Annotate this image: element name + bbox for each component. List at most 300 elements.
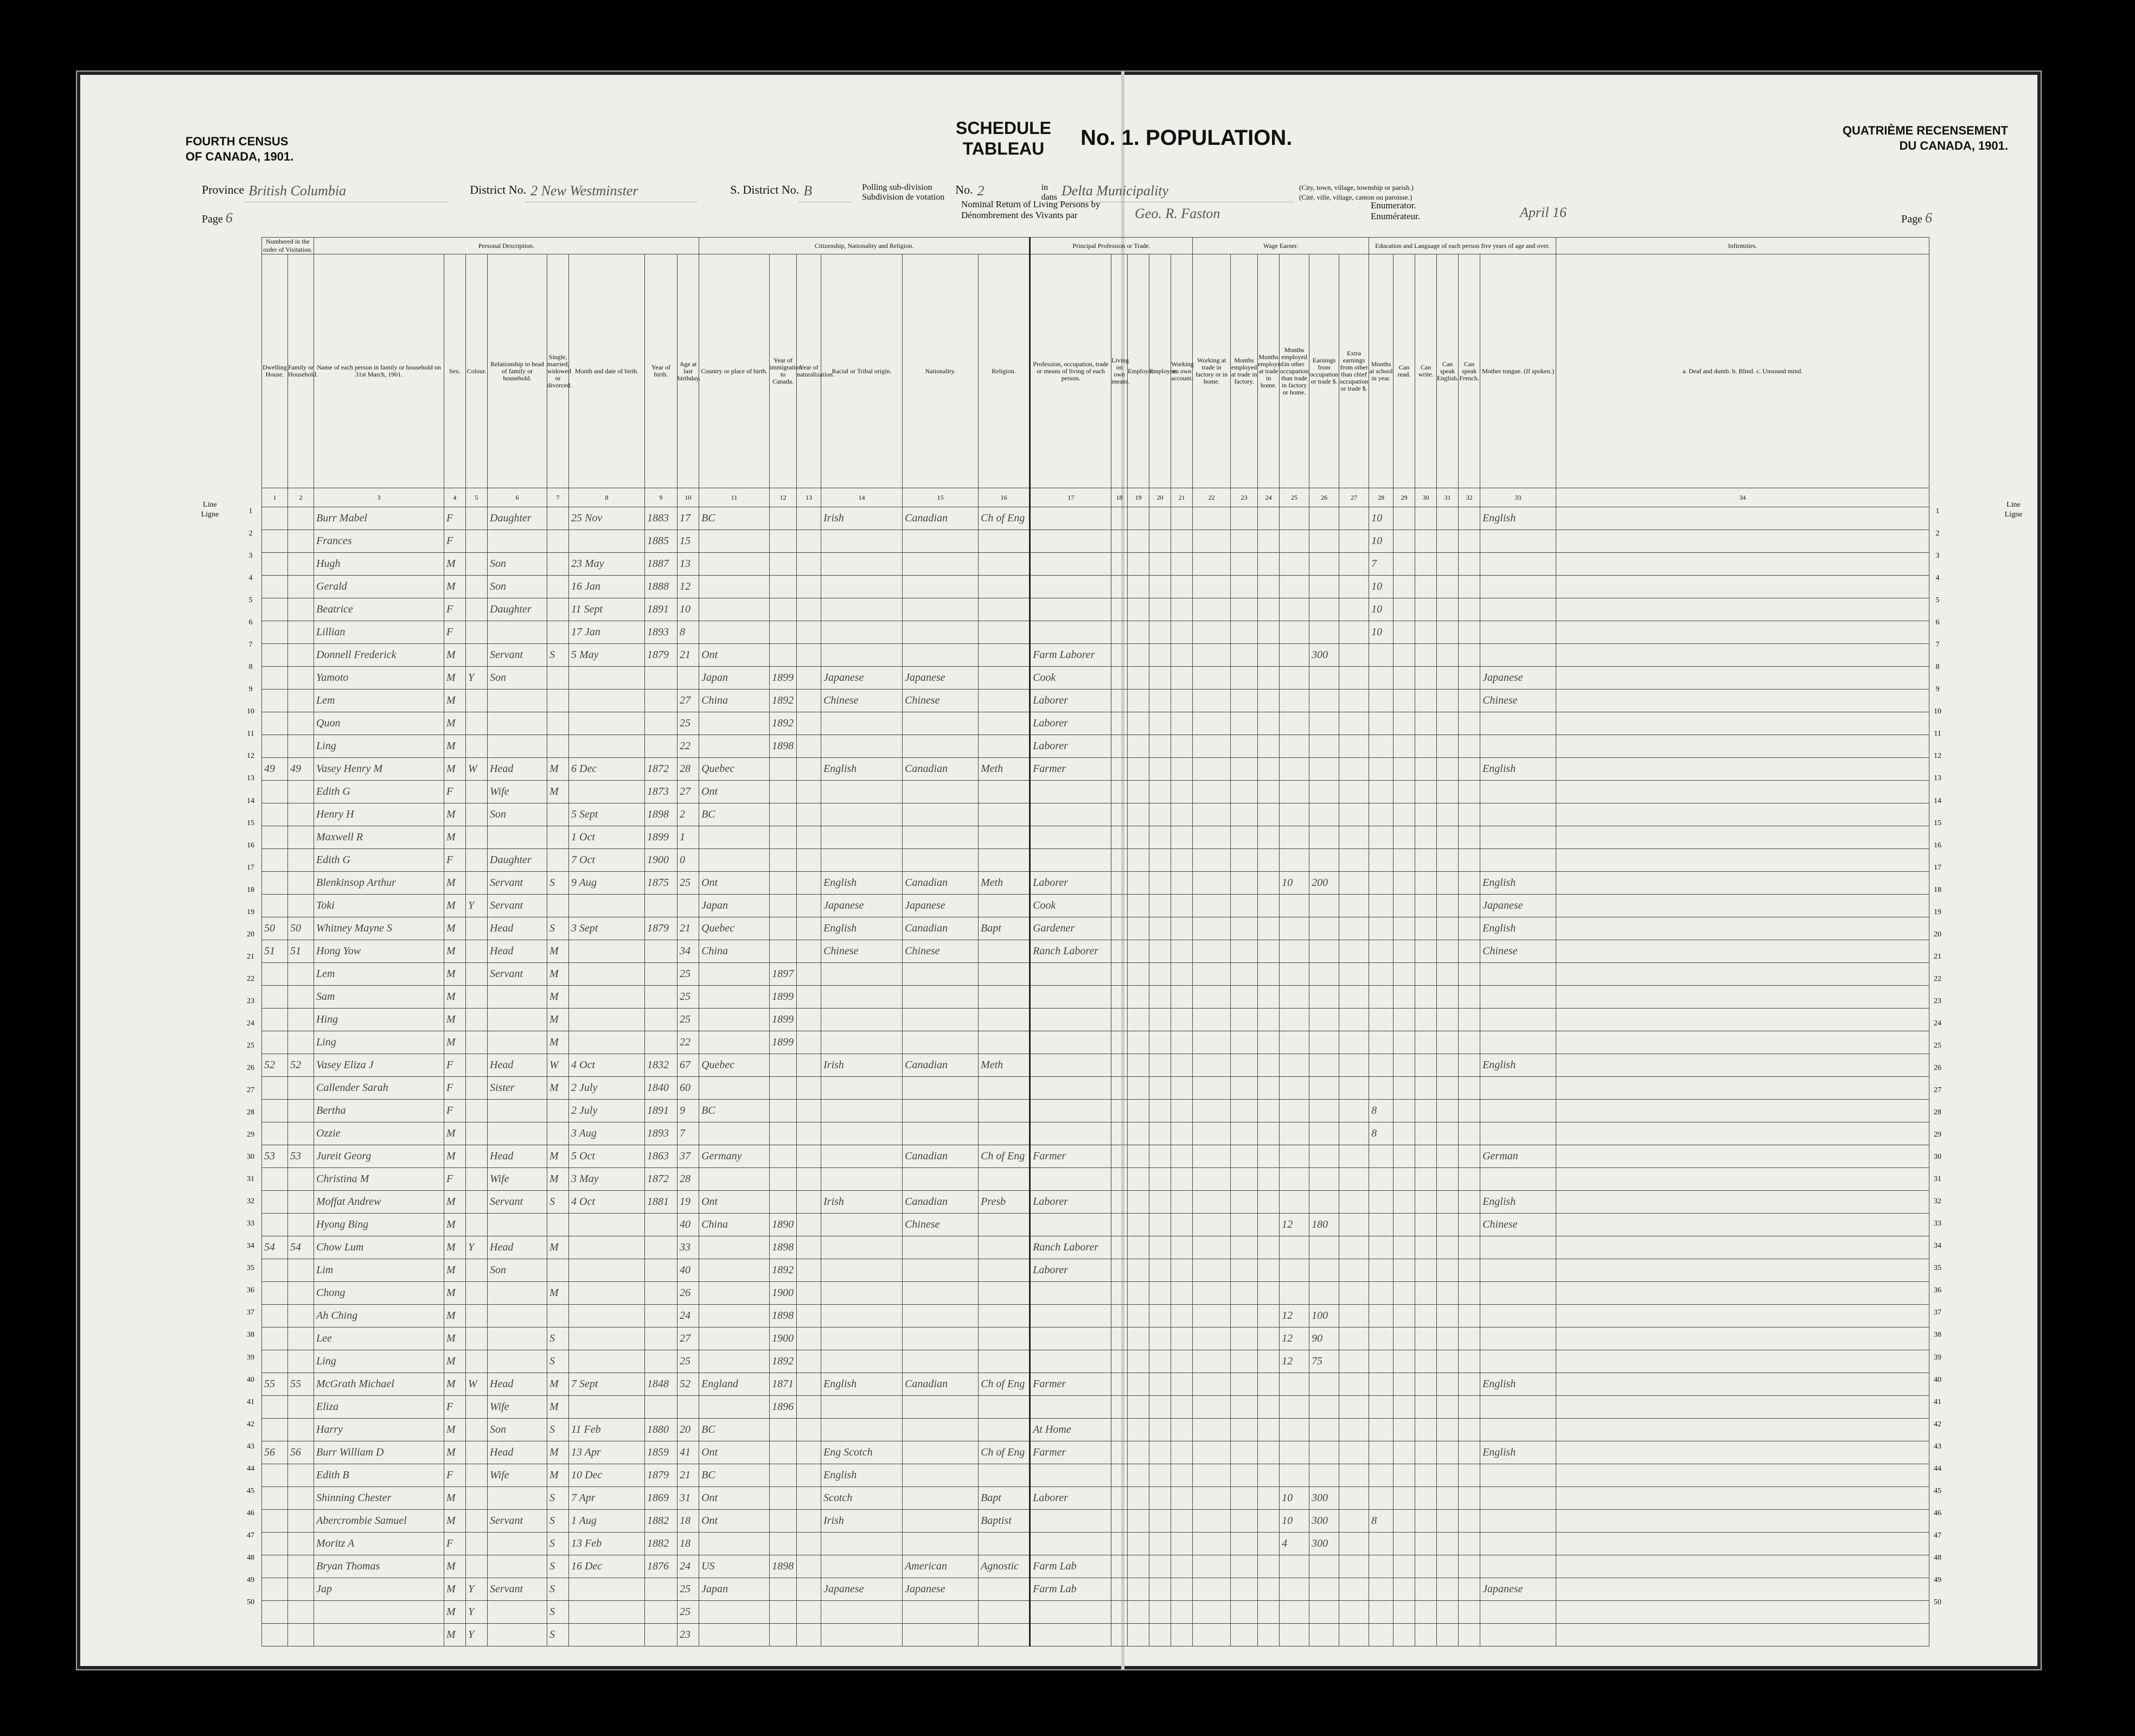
cell-col-17: At Home xyxy=(1030,1419,1111,1441)
cell-col-16 xyxy=(979,667,1030,690)
cell-col-1 xyxy=(262,690,288,712)
cell-col-13 xyxy=(797,1441,821,1464)
cell-col-3: Maxwell R xyxy=(314,826,444,849)
cell-col-30 xyxy=(1415,1168,1437,1191)
cell-col-3: Ozzie xyxy=(314,1122,444,1145)
cell-col-6: Son xyxy=(488,1419,547,1441)
cell-col-9: 1882 xyxy=(645,1510,677,1533)
cell-col-23 xyxy=(1231,986,1258,1009)
table-row xyxy=(262,530,1929,553)
cell-col-20 xyxy=(1149,917,1171,940)
cell-col-6 xyxy=(488,1282,547,1305)
cell-col-16 xyxy=(979,1464,1030,1487)
cell-col-23 xyxy=(1231,553,1258,576)
cell-col-14 xyxy=(821,1236,903,1259)
cell-col-34 xyxy=(1556,1624,1929,1646)
cell-col-30 xyxy=(1415,781,1437,803)
cell-col-30 xyxy=(1415,507,1437,530)
cell-col-28 xyxy=(1369,917,1393,940)
cell-col-33 xyxy=(1480,1305,1556,1327)
cell-col-28 xyxy=(1369,1236,1393,1259)
cell-col-19 xyxy=(1128,872,1149,895)
cell-col-24 xyxy=(1258,872,1280,895)
cell-col-14 xyxy=(821,1168,903,1191)
cell-col-2 xyxy=(288,895,314,917)
cell-col-28 xyxy=(1369,1624,1393,1646)
cell-col-23 xyxy=(1231,1214,1258,1236)
cell-col-32 xyxy=(1459,1077,1480,1100)
cell-col-10: 27 xyxy=(677,1327,699,1350)
cell-col-5: W xyxy=(466,758,488,781)
cell-col-14: Irish xyxy=(821,507,903,530)
cell-col-28: 10 xyxy=(1369,507,1393,530)
cell-col-9: 1873 xyxy=(645,781,677,803)
cell-col-19 xyxy=(1128,986,1149,1009)
province-value: British Columbia xyxy=(244,183,448,202)
cell-col-32 xyxy=(1459,1464,1480,1487)
cell-col-3: Edith B xyxy=(314,1464,444,1487)
cell-col-19 xyxy=(1128,712,1149,735)
cell-col-9 xyxy=(645,1624,677,1646)
cell-col-4: M xyxy=(444,1487,466,1510)
line-number: 18 xyxy=(247,885,254,894)
cell-col-21 xyxy=(1171,1009,1193,1031)
cell-col-7 xyxy=(547,1122,569,1145)
cell-col-22 xyxy=(1193,667,1231,690)
cell-col-11 xyxy=(699,1077,770,1100)
column-number-26: 26 xyxy=(1309,488,1339,507)
cell-col-2: 55 xyxy=(288,1373,314,1396)
cell-col-23 xyxy=(1231,1396,1258,1419)
cell-col-20 xyxy=(1149,1578,1171,1601)
line-number: 29 xyxy=(247,1131,254,1139)
cell-col-19 xyxy=(1128,690,1149,712)
cell-col-33 xyxy=(1480,621,1556,644)
cell-col-6 xyxy=(488,1533,547,1555)
cell-col-29 xyxy=(1393,530,1415,553)
cell-col-9: 1883 xyxy=(645,507,677,530)
cell-col-28 xyxy=(1369,1555,1393,1578)
cell-col-16 xyxy=(979,1578,1030,1601)
cell-col-9: 1893 xyxy=(645,1122,677,1145)
cell-col-18 xyxy=(1111,1327,1128,1350)
cell-col-6 xyxy=(488,1555,547,1578)
cell-col-12 xyxy=(770,803,797,826)
cell-col-28 xyxy=(1369,1145,1393,1168)
cell-col-26 xyxy=(1309,1236,1339,1259)
cell-col-9 xyxy=(645,1350,677,1373)
cell-col-31 xyxy=(1437,1396,1459,1419)
cell-col-30 xyxy=(1415,1327,1437,1350)
cell-col-15: Canadian xyxy=(903,1054,979,1077)
cell-col-9 xyxy=(645,735,677,758)
cell-col-29 xyxy=(1393,1122,1415,1145)
cell-col-9 xyxy=(645,1236,677,1259)
cell-col-29 xyxy=(1393,1191,1415,1214)
cell-col-30 xyxy=(1415,917,1437,940)
cell-col-11: China xyxy=(699,940,770,963)
cell-col-18 xyxy=(1111,621,1128,644)
cell-col-21 xyxy=(1171,553,1193,576)
cell-col-21 xyxy=(1171,667,1193,690)
nominal-return-en: Nominal Return of Living Persons by xyxy=(961,199,1101,209)
table-row xyxy=(262,758,1929,781)
cell-col-32 xyxy=(1459,872,1480,895)
cell-col-17: Laborer xyxy=(1030,872,1111,895)
cell-col-30 xyxy=(1415,1191,1437,1214)
column-number-10: 10 xyxy=(677,488,699,507)
cell-col-22 xyxy=(1193,553,1231,576)
cell-col-2: 52 xyxy=(288,1054,314,1077)
cell-col-25 xyxy=(1280,1396,1309,1419)
cell-col-13 xyxy=(797,1510,821,1533)
cell-col-2 xyxy=(288,1419,314,1441)
group-education: Education and Language of each person five years of age and over. xyxy=(1369,238,1556,254)
cell-col-23 xyxy=(1231,1168,1258,1191)
cell-col-15: Chinese xyxy=(903,690,979,712)
cell-col-24 xyxy=(1258,1601,1280,1624)
cell-col-21 xyxy=(1171,621,1193,644)
line-number: 9 xyxy=(1935,685,1940,694)
cell-col-2 xyxy=(288,1282,314,1305)
cell-col-19 xyxy=(1128,781,1149,803)
table-row xyxy=(262,1350,1929,1373)
cell-col-21 xyxy=(1171,1578,1193,1601)
cell-col-15 xyxy=(903,986,979,1009)
cell-col-24 xyxy=(1258,1327,1280,1350)
cell-col-6 xyxy=(488,986,547,1009)
cell-col-14 xyxy=(821,803,903,826)
district-line xyxy=(202,183,1414,202)
cell-col-24 xyxy=(1258,621,1280,644)
cell-col-27 xyxy=(1339,1077,1369,1100)
cell-col-27 xyxy=(1339,1282,1369,1305)
cell-col-8 xyxy=(569,712,645,735)
column-number-15: 15 xyxy=(903,488,979,507)
cell-col-19 xyxy=(1128,667,1149,690)
cell-col-14 xyxy=(821,576,903,598)
cell-col-12 xyxy=(770,1624,797,1646)
cell-col-2 xyxy=(288,712,314,735)
column-header-31: Can speak English. xyxy=(1437,254,1459,488)
cell-col-15 xyxy=(903,1259,979,1282)
column-number-6: 6 xyxy=(488,488,547,507)
cell-col-18 xyxy=(1111,986,1128,1009)
cell-col-6: Servant xyxy=(488,963,547,986)
column-header-33: Mother tongue. (If spoken.) xyxy=(1480,254,1556,488)
cell-col-7: S xyxy=(547,1555,569,1578)
cell-col-31 xyxy=(1437,826,1459,849)
cell-col-23 xyxy=(1231,963,1258,986)
cell-col-1 xyxy=(262,963,288,986)
cell-col-33 xyxy=(1480,1624,1556,1646)
cell-col-24 xyxy=(1258,963,1280,986)
cell-col-27 xyxy=(1339,826,1369,849)
cell-col-33 xyxy=(1480,1122,1556,1145)
cell-col-10: 12 xyxy=(677,576,699,598)
table-row xyxy=(262,1100,1929,1122)
cell-col-1 xyxy=(262,986,288,1009)
column-number-4: 4 xyxy=(444,488,466,507)
cell-col-10: 1 xyxy=(677,826,699,849)
cell-col-4: M xyxy=(444,1441,466,1464)
cell-col-6 xyxy=(488,1031,547,1054)
table-row xyxy=(262,1624,1929,1646)
cell-col-27 xyxy=(1339,644,1369,667)
no-value: 2 xyxy=(973,183,1031,202)
line-number: 38 xyxy=(1934,1331,1941,1339)
cell-col-3: Blenkinsop Arthur xyxy=(314,872,444,895)
cell-col-17: Farmer xyxy=(1030,758,1111,781)
cell-col-14: English xyxy=(821,1464,903,1487)
cell-col-25 xyxy=(1280,1464,1309,1487)
cell-col-2 xyxy=(288,1327,314,1350)
line-number: 39 xyxy=(1934,1353,1941,1362)
cell-col-30 xyxy=(1415,849,1437,872)
cell-col-8: 3 Sept xyxy=(569,917,645,940)
cell-col-30 xyxy=(1415,690,1437,712)
cell-col-20 xyxy=(1149,1510,1171,1533)
cell-col-16: Bapt xyxy=(979,1487,1030,1510)
cell-col-11 xyxy=(699,712,770,735)
cell-col-29 xyxy=(1393,1419,1415,1441)
cell-col-25 xyxy=(1280,690,1309,712)
cell-col-25 xyxy=(1280,644,1309,667)
cell-col-16 xyxy=(979,1350,1030,1373)
cell-col-25 xyxy=(1280,963,1309,986)
cell-col-30 xyxy=(1415,1350,1437,1373)
cell-col-5 xyxy=(466,986,488,1009)
cell-col-32 xyxy=(1459,1145,1480,1168)
cell-col-24 xyxy=(1258,598,1280,621)
cell-col-34 xyxy=(1556,1350,1929,1373)
cell-col-4: M xyxy=(444,1191,466,1214)
cell-col-17: Cook xyxy=(1030,667,1111,690)
cell-col-18 xyxy=(1111,1305,1128,1327)
cell-col-5: Y xyxy=(466,895,488,917)
column-header-3: Name of each person in family or household on 31st March, 1901. xyxy=(314,254,444,488)
cell-col-2 xyxy=(288,1578,314,1601)
cell-col-8: 5 Sept xyxy=(569,803,645,826)
cell-col-7 xyxy=(547,621,569,644)
column-number-25: 25 xyxy=(1280,488,1309,507)
cell-col-11: BC xyxy=(699,1464,770,1487)
cell-col-15 xyxy=(903,849,979,872)
cell-col-6: Sister xyxy=(488,1077,547,1100)
cell-col-26 xyxy=(1309,621,1339,644)
cell-col-25: 12 xyxy=(1280,1327,1309,1350)
cell-col-21 xyxy=(1171,1396,1193,1419)
cell-col-15 xyxy=(903,1624,979,1646)
cell-col-32 xyxy=(1459,758,1480,781)
cell-col-27 xyxy=(1339,1191,1369,1214)
cell-col-20 xyxy=(1149,1464,1171,1487)
column-number-5: 5 xyxy=(466,488,488,507)
cell-col-10: 9 xyxy=(677,1100,699,1122)
cell-col-19 xyxy=(1128,598,1149,621)
cell-col-34 xyxy=(1556,758,1929,781)
column-number-32: 32 xyxy=(1459,488,1480,507)
cell-col-21 xyxy=(1171,1555,1193,1578)
cell-col-8 xyxy=(569,530,645,553)
cell-col-1 xyxy=(262,1168,288,1191)
cell-col-9 xyxy=(645,1396,677,1419)
cell-col-27 xyxy=(1339,758,1369,781)
cell-col-5 xyxy=(466,1214,488,1236)
cell-col-5 xyxy=(466,1555,488,1578)
cell-col-12 xyxy=(770,507,797,530)
cell-col-17 xyxy=(1030,1100,1111,1122)
cell-col-4: M xyxy=(444,1009,466,1031)
cell-col-31 xyxy=(1437,1487,1459,1510)
cell-col-31 xyxy=(1437,1555,1459,1578)
cell-col-2 xyxy=(288,1100,314,1122)
cell-col-1 xyxy=(262,1214,288,1236)
cell-col-4: F xyxy=(444,507,466,530)
cell-col-2 xyxy=(288,1009,314,1031)
cell-col-19 xyxy=(1128,1282,1149,1305)
cell-col-13 xyxy=(797,1054,821,1077)
line-number: 10 xyxy=(247,707,254,716)
group-wage: Wage Earner. xyxy=(1193,238,1369,254)
cell-col-29 xyxy=(1393,917,1415,940)
cell-col-11 xyxy=(699,553,770,576)
cell-col-10: 40 xyxy=(677,1259,699,1282)
cell-col-1 xyxy=(262,735,288,758)
cell-col-18 xyxy=(1111,1487,1128,1510)
cell-col-5 xyxy=(466,1259,488,1282)
column-header-19: Employer. xyxy=(1128,254,1149,488)
column-header-11: Country or place of birth. xyxy=(699,254,770,488)
cell-col-17 xyxy=(1030,1305,1111,1327)
cell-col-27 xyxy=(1339,1510,1369,1533)
cell-col-12: 1892 xyxy=(770,690,797,712)
cell-col-9 xyxy=(645,986,677,1009)
table-row xyxy=(262,598,1929,621)
column-header-10: Age at last birthday. xyxy=(677,254,699,488)
cell-col-7: S xyxy=(547,1578,569,1601)
cell-col-30 xyxy=(1415,1145,1437,1168)
cell-col-20 xyxy=(1149,1396,1171,1419)
cell-col-1 xyxy=(262,1555,288,1578)
cell-col-1 xyxy=(262,803,288,826)
line-number: 15 xyxy=(1934,819,1941,827)
cell-col-22 xyxy=(1193,1601,1231,1624)
table-row xyxy=(262,667,1929,690)
cell-col-16 xyxy=(979,1282,1030,1305)
cell-col-28: 10 xyxy=(1369,598,1393,621)
cell-col-34 xyxy=(1556,917,1929,940)
cell-col-17 xyxy=(1030,1214,1111,1236)
cell-col-6: Wife xyxy=(488,781,547,803)
cell-col-14: English xyxy=(821,872,903,895)
cell-col-16: Baptist xyxy=(979,1510,1030,1533)
cell-col-19 xyxy=(1128,1396,1149,1419)
cell-col-19 xyxy=(1128,758,1149,781)
line-number: 50 xyxy=(247,1598,254,1606)
line-number: 17 xyxy=(1934,863,1941,872)
cell-col-15 xyxy=(903,781,979,803)
line-number: 21 xyxy=(247,952,254,961)
cell-col-28: 8 xyxy=(1369,1122,1393,1145)
cell-col-10: 21 xyxy=(677,644,699,667)
place-note-en: (City, town, village, township or parish.) xyxy=(1299,183,1414,192)
cell-col-21 xyxy=(1171,1350,1193,1373)
cell-col-29 xyxy=(1393,1282,1415,1305)
column-header-4: Sex. xyxy=(444,254,466,488)
cell-col-20 xyxy=(1149,1327,1171,1350)
cell-col-4: M xyxy=(444,1031,466,1054)
cell-col-22 xyxy=(1193,1236,1231,1259)
cell-col-12 xyxy=(770,1510,797,1533)
cell-col-31 xyxy=(1437,1236,1459,1259)
cell-col-23 xyxy=(1231,781,1258,803)
cell-col-15 xyxy=(903,1487,979,1510)
cell-col-19 xyxy=(1128,1441,1149,1464)
cell-col-16: Meth xyxy=(979,872,1030,895)
cell-col-8: 1 Oct xyxy=(569,826,645,849)
cell-col-28 xyxy=(1369,1327,1393,1350)
line-number: 36 xyxy=(1934,1286,1941,1295)
table-row xyxy=(262,1487,1929,1510)
cell-col-9 xyxy=(645,1305,677,1327)
cell-col-29 xyxy=(1393,1487,1415,1510)
cell-col-5 xyxy=(466,1419,488,1441)
cell-col-32 xyxy=(1459,1555,1480,1578)
line-number: 15 xyxy=(247,819,254,827)
cell-col-27 xyxy=(1339,1305,1369,1327)
census-page xyxy=(76,71,2042,1670)
cell-col-34 xyxy=(1556,1601,1929,1624)
cell-col-11 xyxy=(699,1601,770,1624)
sdistrict-value: B xyxy=(799,183,851,202)
cell-col-2 xyxy=(288,1077,314,1100)
cell-col-11 xyxy=(699,1396,770,1419)
column-header-row xyxy=(262,254,1929,488)
cell-col-4: M xyxy=(444,1259,466,1282)
cell-col-33 xyxy=(1480,1419,1556,1441)
line-number: 25 xyxy=(1934,1041,1941,1050)
cell-col-12: 1892 xyxy=(770,712,797,735)
cell-col-12 xyxy=(770,1077,797,1100)
line-number: 13 xyxy=(247,774,254,783)
cell-col-30 xyxy=(1415,1487,1437,1510)
cell-col-34 xyxy=(1556,1236,1929,1259)
cell-col-16 xyxy=(979,826,1030,849)
cell-col-20 xyxy=(1149,1487,1171,1510)
table-row xyxy=(262,1236,1929,1259)
cell-col-18 xyxy=(1111,1031,1128,1054)
cell-col-7: S xyxy=(547,917,569,940)
cell-col-4: M xyxy=(444,1122,466,1145)
cell-col-30 xyxy=(1415,826,1437,849)
cell-col-10: 10 xyxy=(677,598,699,621)
cell-col-15 xyxy=(903,1441,979,1464)
column-number-27: 27 xyxy=(1339,488,1369,507)
cell-col-22 xyxy=(1193,530,1231,553)
cell-col-1 xyxy=(262,1350,288,1373)
cell-col-8: 3 May xyxy=(569,1168,645,1191)
cell-col-3: Edith G xyxy=(314,781,444,803)
cell-col-34 xyxy=(1556,667,1929,690)
cell-col-31 xyxy=(1437,667,1459,690)
cell-col-1 xyxy=(262,1191,288,1214)
cell-col-17 xyxy=(1030,1009,1111,1031)
cell-col-19 xyxy=(1128,1555,1149,1578)
cell-col-24 xyxy=(1258,1533,1280,1555)
column-header-12: Year of immigration to Canada. xyxy=(770,254,797,488)
cell-col-9: 1880 xyxy=(645,1419,677,1441)
